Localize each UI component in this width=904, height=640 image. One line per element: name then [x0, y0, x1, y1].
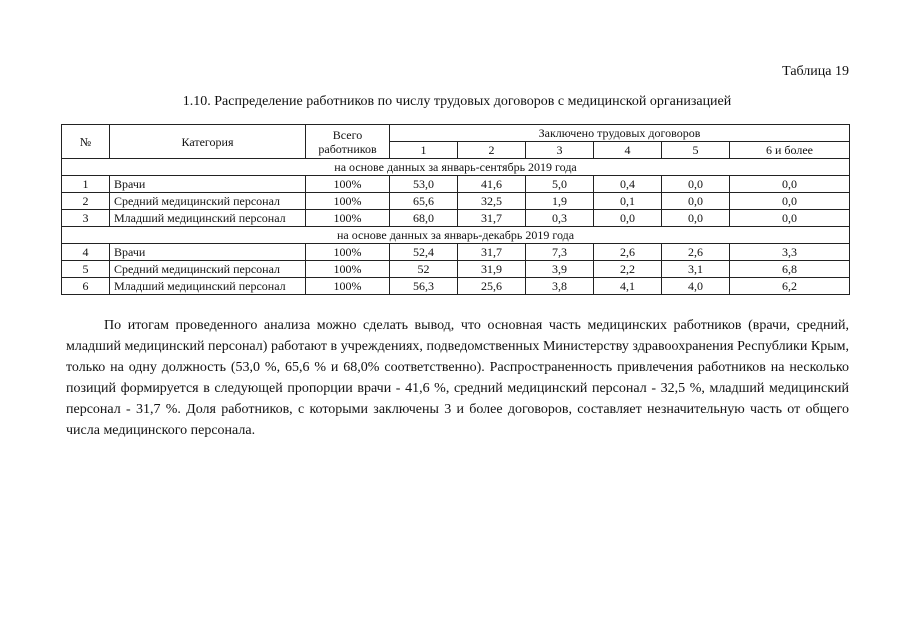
section-label: на основе данных за январь-сентябрь 2019 года [62, 159, 850, 176]
row-value: 41,6 [458, 176, 526, 193]
table-row [62, 176, 850, 193]
header-num: № [62, 125, 110, 159]
header-category: Категория [110, 125, 306, 159]
row-value: 56,3 [390, 278, 458, 295]
row-number: 2 [62, 193, 110, 210]
row-value: 2,2 [594, 261, 662, 278]
row-value: 0,0 [594, 210, 662, 227]
row-value: 0,0 [662, 193, 730, 210]
row-category: Врачи [110, 176, 306, 193]
row-value: 4,0 [662, 278, 730, 295]
row-value: 0,0 [730, 176, 850, 193]
row-value: 2,6 [662, 244, 730, 261]
row-value: 6,2 [730, 278, 850, 295]
row-value: 0,3 [526, 210, 594, 227]
table-row [62, 261, 850, 278]
header-total [306, 125, 390, 159]
table-row [62, 244, 850, 261]
row-value: 3,3 [730, 244, 850, 261]
row-value: 7,3 [526, 244, 594, 261]
section-row [62, 227, 850, 244]
row-number: 3 [62, 210, 110, 227]
section-label: на основе данных за январь-декабрь 2019 года [62, 227, 850, 244]
row-total: 100% [306, 278, 390, 295]
header-contract-col: 1 [390, 142, 458, 159]
row-value: 31,7 [458, 244, 526, 261]
row-value: 68,0 [390, 210, 458, 227]
header-contracts: Заключено трудовых договоров [390, 125, 850, 142]
row-value: 52 [390, 261, 458, 278]
row-total: 100% [306, 261, 390, 278]
row-total: 100% [306, 193, 390, 210]
row-value: 3,9 [526, 261, 594, 278]
row-category: Младший медицинский персонал [110, 210, 306, 227]
table-row [62, 278, 850, 295]
row-value: 5,0 [526, 176, 594, 193]
row-category: Младший медицинский персонал [110, 278, 306, 295]
row-value: 31,9 [458, 261, 526, 278]
table-row [62, 193, 850, 210]
header-contract-col: 3 [526, 142, 594, 159]
row-category: Средний медицинский персонал [110, 261, 306, 278]
table-caption: 1.10. Распределение работников по числу трудовых договоров с медицинской организацией [182, 94, 732, 109]
row-number: 6 [62, 278, 110, 295]
analysis-paragraph: По итогам проведенного анализа можно сделать вывод, что основная часть медицинских работников (врачи, средний, младший медицинский персонал) работают в учреждениях, подведомственных Министерству здравоохранения Республики Крым, только на одну должность (53,0 %, 65,6 % и 68,0% соответственно). Распространенность привлечения работников на несколько позиций формируется в следующей пропорции врачи - 41,6 %, средний медицинский персонал - 32,5 %, младший медицинский персонал - 31,7 %. Доля работников, с которыми заключены 3 и более договоров, составляет незначительную часть от общего числа медицинского персонала. [66, 318, 849, 438]
header-contract-col: 4 [594, 142, 662, 159]
row-value: 4,1 [594, 278, 662, 295]
row-number: 1 [62, 176, 110, 193]
row-value: 52,4 [390, 244, 458, 261]
row-value: 3,8 [526, 278, 594, 295]
row-value: 0,0 [662, 176, 730, 193]
row-value: 0,4 [594, 176, 662, 193]
row-value: 1,9 [526, 193, 594, 210]
section-row [62, 159, 850, 176]
row-total: 100% [306, 176, 390, 193]
row-value: 53,0 [390, 176, 458, 193]
row-value: 65,6 [390, 193, 458, 210]
row-value: 0,0 [662, 210, 730, 227]
header-total-line: работников [318, 141, 377, 156]
row-value: 0,0 [730, 193, 850, 210]
row-total: 100% [306, 210, 390, 227]
row-value: 32,5 [458, 193, 526, 210]
row-value: 31,7 [458, 210, 526, 227]
row-number: 5 [62, 261, 110, 278]
row-value: 25,6 [458, 278, 526, 295]
table-row [62, 210, 850, 227]
row-value: 2,6 [594, 244, 662, 261]
contracts-table [61, 124, 850, 295]
row-category: Средний медицинский персонал [110, 193, 306, 210]
row-value: 3,1 [662, 261, 730, 278]
row-total: 100% [306, 244, 390, 261]
row-value: 6,8 [730, 261, 850, 278]
row-category: Врачи [110, 244, 306, 261]
header-contract-col: 6 и более [730, 142, 850, 159]
row-value: 0,1 [594, 193, 662, 210]
header-contract-col: 5 [662, 142, 730, 159]
header-total-line: Всего [332, 127, 363, 142]
header-contract-col: 2 [458, 142, 526, 159]
table-number: Таблица 19 [782, 64, 849, 79]
row-number: 4 [62, 244, 110, 261]
row-value: 0,0 [730, 210, 850, 227]
